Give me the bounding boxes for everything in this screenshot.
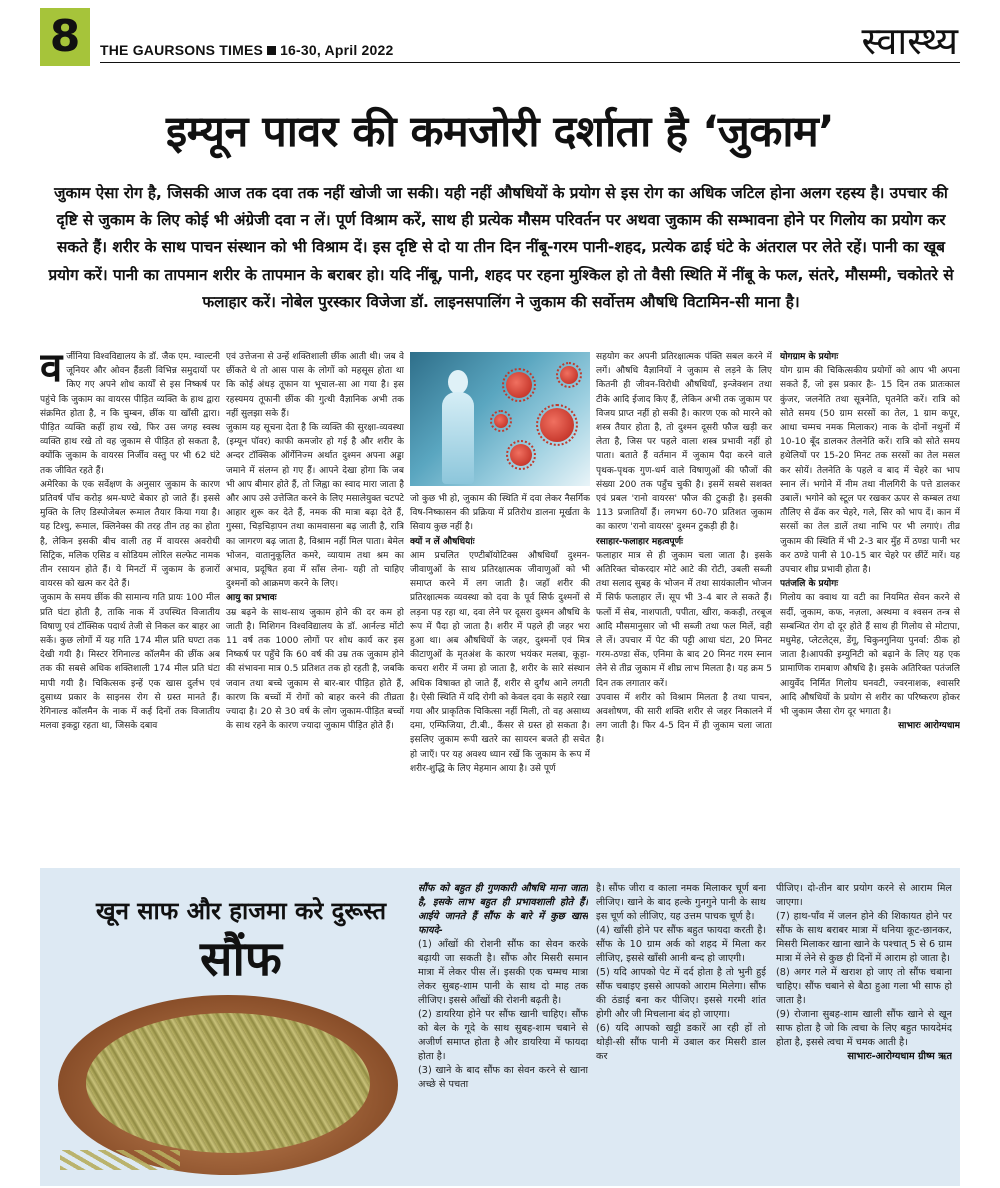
saunf-column-3 bbox=[776, 882, 952, 1178]
virus-icon bbox=[506, 372, 532, 398]
page-number: 8 bbox=[40, 8, 90, 66]
subheading: पतंजलि के प्रयोगः bbox=[780, 579, 839, 590]
paragraph: (1) आँखों की रोशनी सौंफ का सेवन करके बढ़ायी जा सकती है। सौंफ और मिसरी समान मात्रा में लेकर पीस लें। इसकी एक चम्मच मात्रा लेकर सुबह-शाम पानी के साथ दो माह तक लीजिए। इससे आँखों की रोशनी बढ़ती है। bbox=[418, 939, 588, 1006]
subheading: क्यों न लें औषधियांः bbox=[410, 536, 475, 547]
paragraph: जो कुछ भी हो, जुकाम की स्थिति में दवा लेकर नैसर्गिक विष-निष्कासन की प्रक्रिया में प्रतिरोध डालना मूर्खता के सिवाय कुछ नहीं है। bbox=[410, 494, 590, 533]
paragraph: र्जीनिया विश्वविद्यालय के डॉ. जैक एम. ग्वाल्टनी जूनियर और ओवन हैंडली विभिन्न समुदायों पर किए गए अपने शोध कार्यों से इस निष्कर्ष पर पहुंचे कि जुकाम का वायरस पीड़ित व्यक्ति के हाथ द्वारा संक्रमित होता है, न कि चुम्बन, छींक या खाँसी द्वारा। पीड़ित व्यक्ति कहीं हाथ रखे, फिर उस जगह स्वस्थ व्यक्ति हाथ रखे तो वह जुकाम से पीड़ित हो सकता है, क्योंकि जुकाम के वायरस निर्जीव वस्तु पर भी 62 घंटे तक जीवित रहते हैं। bbox=[40, 352, 220, 476]
intro-paragraph: जुकाम ऐसा रोग है, जिसकी आज तक दवा तक नहीं खोजी जा सकी। यही नहीं औषधियों के प्रयोग से इस रोग का अधिक जटिल होना अलग रहस्य है। उपचार की दृष्टि से जुकाम के लिए कोई भी अंग्रेजी दवा न लें। पूर्ण विश्राम करें, साथ ही प्रत्येक मौसम परिवर्तन पर अथवा जुकाम की सम्भावना होने पर गिलोय का प्रयोग कर सकते हैं। शरीर के साथ पाचन संस्थान को भी विश्राम दें। इस दृष्टि से दो या तीन दिन नींबू-गरम पानी-शहद, प्रत्येक ढाई घंटे के अंतराल पर लेते रहें। पानी का खूब प्रयोग करें। पानी का तापमान शरीर के तापमान के बराबर हो। यदि नींबू, पानी, शहद पर रहना मुश्किल हो तो वैसी स्थिति में नींबू के फल, संतरे, मौसम्मी, चकोतरे से फलाहार करें। नोबेल पुरस्कार विजेजा डॉ. लाइनसपालिंग ने जुकाम की सर्वोत्तम औषधि विटामिन-सी माना है। bbox=[48, 184, 954, 311]
saunf-title: खून साफ और हाजमा करे दुरूस्त bbox=[95, 897, 387, 925]
article-column-3 bbox=[410, 492, 590, 858]
credit-line: साभारः-आरोग्यधाम ग्रीष्म ऋत bbox=[847, 1051, 952, 1062]
subheading: रसाहार-फलाहार महत्वपूर्णः bbox=[596, 536, 683, 547]
paper-title: THE GAURSONS TIMES bbox=[100, 42, 264, 58]
article-column-2 bbox=[226, 350, 404, 858]
fennel-seeds-icon bbox=[86, 1013, 370, 1153]
paragraph: अमेरिका के एक सर्वेक्षण के अनुसार जुकाम के कारण प्रतिवर्ष पाँच करोड़ श्रम-घण्टे बेकार हो जाते हैं। इससे मुक्ति के लिए डिस्पोजेबल रूमाल तैयार किया गया है। यह टिश्यु, रूमाल, क्लिनेक्स की तरह तीन तह का होता है, लेकिन इसकी बीच वाली तह में वायरस अवरोधी सिट्रिक, मलिक एसिड व सोडियम लोरिल सल्फेट नामक तीन रसायन होते हैं। ये मिनटों में जुकाम के हजारों वायरस को खत्म कर देते हैं। bbox=[40, 479, 220, 590]
paragraph: (9) रोजाना सुबह-शाम खाली सौंफ खाने से खून साफ होता है जो कि त्वचा के लिए बहुत फायदेमंद होता है, इससे त्वचा में चमक आती है। bbox=[776, 1009, 952, 1048]
paragraph: उपवास में शरीर को विश्राम मिलता है तथा पाचन, अवशोषण, की सारी शक्ति शरीर से जहर निकालने में लग जाती है। फिर 4-5 दिन में ही जुकाम चला जाता है। bbox=[596, 692, 772, 746]
paragraph: फलाहार मात्र से ही जुकाम चला जाता है। इसके अतिरिक्त चोकरदार मोटे आटे की रोटी, उबली सब्जी तथा सलाद सुबह के भोजन में तथा सायंकालीन भोजन में सिर्फ फलाहार लें। सूप भी 3-4 बार ले सकते हैं। फलों में सेब, नाशपाती, पपीता, खीरा, ककड़ी, तरबूज आदि मौसमानुसार जो भी सब्जी तथा फल मिलें, वही ले लें। उपचार में पेट की पट्टी आधा घंटा, 20 मिनट गरम-ठण्डा सेंक, एनिमा के बाद 20 मिनट गरम स्नान लेने से तीव्र जुकाम में शीघ्र लाभ मिलता है। यह क्रम 5 दिन तक लगातार करें। bbox=[596, 550, 772, 689]
fennel-bowl-image bbox=[58, 995, 398, 1175]
paragraph: पीजिए। दो-तीन बार प्रयोग करने से आराम मिल जाएगा। bbox=[776, 883, 952, 908]
masthead bbox=[0, 0, 1000, 90]
saunf-column-2 bbox=[596, 882, 766, 1178]
paragraph: एवं उत्तेजना से उन्हें शक्तिशाली छींक आती थी। जब वे छींकते थे तो आस पास के लोगों को महसूस होता था कि कोई अंधड़ तूफान या भूचाल-सा आ गया है। इस रहस्यमय तूफानी छींक की गुत्थी वैज्ञानिक अभी तक नहीं सुलझा सके हैं। bbox=[226, 352, 404, 419]
paragraph: योग ग्राम की चिकित्सकीय प्रयोगों को आप भी अपना सकते हैं, जो इस प्रकार हैः- 15 दिन तक प्रातःकाल कुंजर, जलनेति तथा सूत्रनेति, घृतनेति करें। रात्रि को सोते समय (50 ग्राम सरसों का तेल, 1 ग्राम कपूर, आधा चम्मच नमक मिलाकर) नाक के दोनों नथुनों में 10-10 बूँद डालकर तेलनेति करें। रात्रि को सोते समय हथेलियों पर 15-20 मिनट तक सरसों का तेल मसल कर सोयें। तेलनेति के पहले व बाद में चेहरे का भाप स्नान लें। भगोने में नीम तथा नीलगिरी के पत्ते डालकर उबालें। भगोने को स्टूल पर रखकर ऊपर से कम्बल तथा तौलिए से ढँक कर चेहरे, गले, सिर को भाप दें। कान में सरसों का तेल डालें तथा नाभि पर भी लगाएं। तीव्र जुकाम की स्थिति में भी 2-3 बार मुँह में ठण्डा पानी भर कर ठण्डे पानी से 10-15 बार चेहरे पर छींटें मारें। यह उपचार शीघ्र प्रभावी होता है। bbox=[780, 366, 960, 576]
subheading: योगग्राम के प्रयोगः bbox=[780, 352, 839, 362]
credit-line: साभारः आरोग्यधाम bbox=[898, 721, 960, 732]
paragraph: जुकाम यह सूचना देता है कि व्यक्ति की सुरक्षा-व्यवस्था (इम्यून पॉवर) काफी कमजोर हो गई है और शरीर के अन्दर टॉक्सिक ऑर्गेनिज्म अर्थात दुश्मन अपना अड्डा जमाने में संलग्न हो गए हैं। आपने देखा होगा कि जब भी आप बीमार होते हैं, तो जिह्वा का स्वाद मारा जाता है और आप उसे उत्तेजित करने के लिए मसालेयुक्त चटपटे आहार शुरू कर देते हैं, नमक की मात्रा बढ़ा देते हैं, गुस्सा, चिड़चिड़ापन तथा कामवासना बढ़ जाती है, रात्रि का जागरण बढ़ जाता है, विश्राम नहीं मिल पाता। बेमेल भोजन, वातानुकूलित कमरे, व्यायाम तथा श्रम का अभाव, प्रदूषित हवा में साँस लेना- यही तो चाहिए दुश्मनों को आक्रमण करने के लिए। bbox=[226, 423, 404, 590]
article-column-4 bbox=[596, 350, 772, 858]
headline: इम्यून पावर की कमजोरी दर्शाता है ‘जुकाम’ bbox=[165, 107, 835, 157]
paragraph: उम्र बढ़ने के साथ-साथ जुकाम होने की दर कम हो जाती है। मिशिगन विश्वविद्यालय के डॉ. आर्नल्ड मोंटो 11 वर्ष तक 1000 लोगों पर शोध कार्य कर इस निष्कर्ष पर पहुँचे कि 60 वर्ष की उम्र तक जुकाम होने की संभावना मात्र 0.5 प्रतिशत तक हो रहती है, जबकि जवान तथा बच्चे जुकाम से बार-बार पीड़ित होते हैं, कारण कि बच्चों में रोगों को बाहर करने की तीव्रता ज्यादा है। 20 से 30 वर्ष के लोग जुकाम-पीड़ित बच्चों के साथ रहने के कारण ज्यादा जुकाम पीड़ित होते हैं। bbox=[226, 607, 404, 732]
virus-icon bbox=[494, 414, 508, 428]
paragraph: (2) डायरिया होने पर सौंफ खानी चाहिए। सौंफ को बेल के गूदे के साथ सुबह-शाम चबाने से अजीर्ण समाप्त होता है और डायरिया में फायदा होता है। bbox=[418, 1009, 588, 1062]
immune-photo bbox=[410, 352, 590, 486]
dropcap: व bbox=[40, 350, 63, 391]
paragraph: (7) हाथ-पाँव में जलन होने की शिकायत होने पर सौंफ के साथ बराबर मात्रा में धनिया कूट-छानकर, मिसरी मिलाकर खाना खाने के पश्चात् 5 से 6 ग्राम मात्रा में लेने से कुछ ही दिनों में आराम हो जाता है। bbox=[776, 911, 952, 964]
paragraph: जुकाम के समय छींक की सामान्य गति प्रायः 100 मील प्रति घंटा होती है, ताकि नाक में उपस्थित विजातीय विषाणु एवं टॉक्सिक पदार्थ तेजी से निकल कर बाहर आ सकें। कुछ लोगों में यह गति 174 मील प्रति घण्टा तक देखी गयी है। मिस्टर रेगिनाल्ड कॉलमैन की छींक अब तक की सबसे अधिक शक्तिशाली 174 मील प्रति घंटा मापी गयी है। चिकित्सक इन्हें एक खास दुर्लभ एवं दुसाध्य प्रकार के साइनस रोग से ग्रस्त मानते हैं। रेगिनाल्ड कॉलमैन के नाक में कई दिनों तक विजातीय मलवा इकट्ठा रहता था, जिसके दबाव bbox=[40, 593, 220, 732]
section-name: स्वास्थ्य bbox=[861, 19, 958, 63]
paragraph: (5) यदि आपको पेट में दर्द होता है तो भुनी हुई सौंफ चबाइए इससे आपको आराम मिलेगा। सौंफ की ठंडाई बना कर पीजिए। इससे गरमी शांत होगी और जी मिचलाना बंद हो जाएगा। bbox=[596, 967, 766, 1020]
virus-icon bbox=[540, 408, 574, 442]
paragraph: (6) यदि आपको खट्टी डकारें आ रही हों तो थोड़ी-सी सौंफ पानी में उबाल कर मिसरी डाल कर bbox=[596, 1023, 766, 1062]
article-column-5 bbox=[780, 350, 960, 858]
subheading: आयु का प्रभावः bbox=[226, 593, 277, 604]
square-bullet-icon bbox=[267, 46, 276, 55]
paragraph: आम प्रचलित एण्टीबॉयोटिक्स औषधियाँ दुश्मन-जीवाणुओं के साथ प्रतिरक्षात्मक जीवाणुओं को भी समाप्त करने में लग जाती है। जहाँ शरीर की प्रतिरक्षात्मक व्यवस्था को दवा के पूर्व सिर्फ दुश्मनों से लड़ना पड़ रहा था, दवा लेने पर दूसरा दुश्मन औषधि के रूप में पैदा हो जाता है। शरीर में पहले ही जहर भरा हुआ था। अब औषधियों के जहर, दुश्मनों एवं मित्र कीटाणुओं के मृतअंश के कारण भयंकर मलबा, कूड़ा-कचरा शरीर में जमा हो जाता है, शरीर के सारे संस्थान अधिक विषाक्त हो जाते हैं, शरीर से दुर्गंध आने लगती है। ऐसी स्थिति में यदि रोगी को केवल दवा के सहारे रखा गया और प्राकृतिक चिकित्सा नहीं मिली, तो वह असाध्य दमा, एम्फिजिया, टी.बी., कैंसर से ग्रस्त हो सकता है। इसलिए जुकाम रूपी खतरे का सायरन बजते ही सचेत हो जाएँ। पर यह अवश्य ध्यान रखें कि जुकाम के रूप में शरीर-शुद्धि के लिए मेहमान आया है। उसे पूर्ण bbox=[410, 550, 590, 774]
saunf-column-1 bbox=[418, 882, 588, 1178]
virus-icon bbox=[510, 444, 532, 466]
paragraph: (4) खाँसी होने पर सौंफ बहुत फायदा करती है। सौंफ के 10 ग्राम अर्क को शहद में मिला कर लीजिए, इससे खाँसी आनी बन्द हो जाएगी। bbox=[596, 925, 766, 964]
paragraph: गिलोय का क्वाथ या वटी का नियमित सेवन करने से सर्दी, जुकाम, कफ, नज़ला, अस्थमा व श्वसन तन्त्र से सम्बन्धित रोग दो दूर होते हैं साथ ही गिलोय से मोटापा, मधुमेह, प्लेटलेट्स, डेंगू, चिकुनगुनिया पुनर्वा: ठीक हो जाता है।आपकी इम्युनिटी को बढ़ाने के लिए यह एक प्रामाणिक रामबाण औषधि है। इसके अतिरिक्त पतंजलि आयुर्वेद निर्मित गिलोय घनवटी, ज्वरनाशक, श्वासरि आदि औषधियों के प्रयोग से शरीर का परिष्करण होकर भी जुकाम जैसा रोग दूर भगाता है। bbox=[780, 593, 960, 718]
paper-name bbox=[100, 42, 393, 58]
loose-fennel-seeds-icon bbox=[60, 1150, 180, 1170]
paragraph: सहयोग कर अपनी प्रतिरक्षात्मक पंक्ति सबल करने में लगें। औषधि वैज्ञानियों ने जुकाम से लड़ने के लिए कितनी ही जीवन-विरोधी औषधियाँ, इन्जेक्शन तथा टीके आदि ईजाद किए हैं, लेकिन अभी तक जुकाम पर विजय प्राप्त नहीं हो सकी है। कारण एक को मारने को शस्त्र तैयार होता है, तो दुश्मन दूसरी फौज खड़ी कर लेता है, जिस पर पहले वाला शस्त्र प्रभावी नहीं हो पाता। बताते हैं वर्तमान में जुकाम पैदा करने वाले पृथक-पृथक गुण-धर्म वाले विषाणुओं की फौजों की संख्या 200 तक पहुँच चुकी है। इसमें सबसे सशक्त एवं प्रबल 'रानो वायरस' फौज की टुकड़ी है। इसकी 113 प्रजातियाँ हैं। लगभग 60-70 प्रतिशत जुकाम का कारण 'रानो वायरस' दुश्मन टुकड़ी ही है। bbox=[596, 352, 772, 533]
paragraph: (3) खाने के बाद सौंफ का सेवन करने से खाना अच्छे से पचता bbox=[418, 1065, 588, 1090]
human-figure-icon bbox=[440, 370, 476, 482]
paragraph: है। सौंफ जीरा व काला नमक मिलाकर चूर्ण बना लीजिए। खाने के बाद हल्के गुनगुने पानी के साथ इस चूर्ण को लीजिए, यह उत्तम पाचक चूर्ण है। bbox=[596, 883, 766, 922]
article-column-1 bbox=[40, 350, 220, 858]
saunf-lead: सौंफ को बहुत ही गुणकारी औषधि माना जाता है, इसके लाभ बहुत ही प्रभावशाली होते हैं। आईये जानते हैं सौंफ के बारे में कुछ खास फायदे- bbox=[418, 883, 588, 936]
masthead-rule bbox=[100, 62, 960, 63]
saunf-big-title: सौंफ bbox=[200, 931, 282, 987]
issue-date: 16-30, April 2022 bbox=[280, 42, 394, 58]
virus-icon bbox=[560, 366, 578, 384]
paragraph: (8) अगर गले में खराश हो जाए तो सौंफ चबाना चाहिए। सौंफ चबाने से बैठा हुआ गला भी साफ हो जाता है। bbox=[776, 967, 952, 1006]
